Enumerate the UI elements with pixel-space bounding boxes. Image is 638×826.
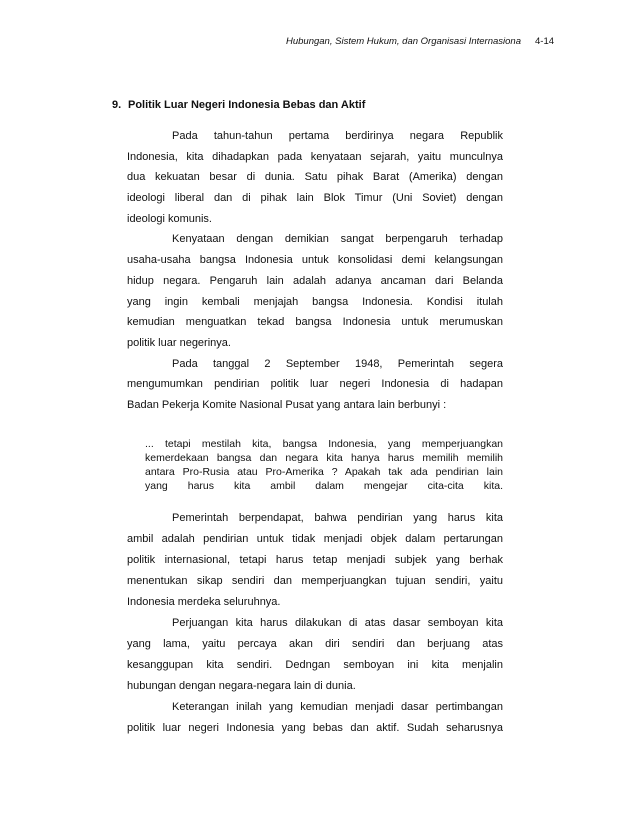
paragraph-line: kesanggupan kita sendiri. Dedngan semboyan ini kita menjalin <box>127 658 503 671</box>
quote-line: yang harus kita ambil dalam mengejar cita-cita kita. <box>145 480 503 492</box>
paragraph <box>127 697 503 739</box>
paragraph-line: Pada tahun-tahun pertama berdirinya negara Republik <box>172 130 503 142</box>
paragraph-line: Perjuangan kita harus dilakukan di atas dasar semboyan kita <box>172 616 503 629</box>
page-number: 4-14 <box>535 36 555 47</box>
paragraph-line: mengumumkan pendirian politik luar negeri Indonesia di hadapan <box>127 378 503 391</box>
quote-line: kemerdekaan bangsa dan negara kita hanya harus memilih memilih <box>145 452 503 464</box>
paragraph-line: usaha-usaha bangsa Indonesia untuk konsolidasi demi kelangsungan <box>127 254 503 267</box>
paragraph-line: hubungan dengan negara-negara lain di dunia. <box>127 679 356 692</box>
paragraph-line: politik luar negerinya. <box>127 336 231 349</box>
paragraph <box>127 508 503 613</box>
body-text-upper <box>127 126 503 416</box>
paragraph-line: yang ingin kembali menjajah bangsa Indonesia. Kondisi itulah <box>127 295 503 308</box>
paragraph-line: Pemerintah berpendapat, bahwa pendirian yang harus kita <box>172 511 503 524</box>
paragraph-line: ambil adalah pendirian untuk tidak menjadi objek dalam pertarungan <box>127 532 503 545</box>
paragraph-line: yang lama, yaitu percaya akan diri sendiri dan berjuang atas <box>127 637 503 650</box>
paragraph-line: dua kekuatan besar di dunia. Satu pihak Barat (Amerika) dengan <box>127 171 503 184</box>
paragraph-line: menentukan sikap sendiri dan memperjuangkan tujuan sendiri, yaitu <box>127 574 503 587</box>
paragraph-line: Kenyataan dengan demikian sangat berpengaruh terhadap <box>172 233 503 246</box>
paragraph-line: politik internasional, tetapi harus tetap menjadi subjek yang berhak <box>127 553 503 566</box>
paragraph-line: Badan Pekerja Komite Nasional Pusat yang antara lain berbunyi : <box>127 398 447 411</box>
block-quote <box>145 437 503 493</box>
paragraph-line: Keterangan inilah yang kemudian menjadi dasar pertimbangan <box>172 700 503 713</box>
body-text-lower <box>127 508 503 739</box>
paragraph-line: Pada tanggal 2 September 1948, Pemerintah segera <box>172 357 503 370</box>
paragraph <box>127 613 503 697</box>
paragraph <box>127 229 503 353</box>
paragraph-line: ideologi komunis. <box>127 212 212 225</box>
paragraph-line: hidup negara. Pengaruh lain adalah adanya ancaman dari Belanda <box>127 274 503 287</box>
paragraph-line: politik luar negeri Indonesia yang bebas dan aktif. Sudah seharusnya <box>127 721 503 734</box>
paragraph <box>127 126 503 229</box>
paragraph-line: ideologi liberal dan di pihak lain Blok Timur (Uni Soviet) dengan <box>127 192 503 205</box>
paragraph-line: Indonesia merdeka seluruhnya. <box>127 595 281 608</box>
section-heading <box>112 98 365 112</box>
paragraph <box>127 354 503 416</box>
section-number: 9. <box>112 99 122 111</box>
paragraph-line: Indonesia, kita dihadapkan pada kenyataan sejarah, yaitu munculnya <box>127 150 503 163</box>
running-header-title: Hubungan, Sistem Hukum, dan Organisasi Internasiona <box>286 36 521 47</box>
paragraph-line: kemudian menguatkan tekad bangsa Indonesia untuk merumuskan <box>127 316 503 329</box>
section-title: Politik Luar Negeri Indonesia Bebas dan Aktif <box>128 99 366 111</box>
quote-line: ... tetapi mestilah kita, bangsa Indonesia, yang memperjuangkan <box>145 438 503 450</box>
quote-line: antara Pro-Rusia atau Pro-Amerika ? Apakah tak ada pendirian lain <box>145 466 503 478</box>
